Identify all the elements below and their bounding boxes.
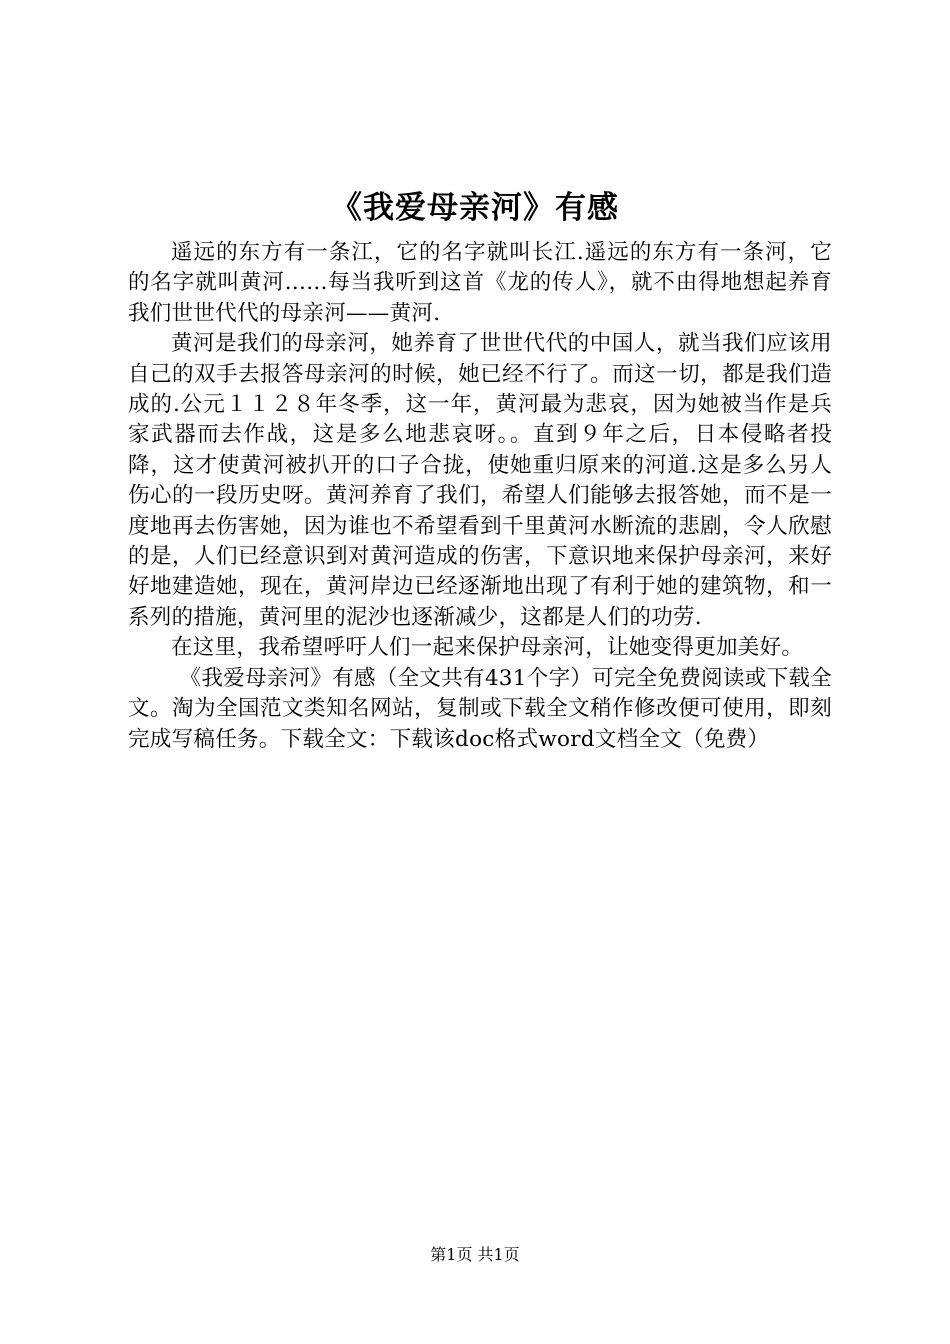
paragraph-download-note: 《我爱母亲河》有感（全文共有431个字）可完全免费阅读或下载全文。淘为全国范文类知名网站，复制或下载全文稍作修改便可使用，即刻完成写稿任务。下载全文：下载该doc格式word文档全文（免费） bbox=[128, 665, 832, 752]
document-title: 《我爱母亲河》有感 bbox=[331, 190, 619, 226]
paragraph-history: 黄河是我们的母亲河，她养育了世世代代的中国人，就当我们应该用自己的双手去报答母亲河的时候，她已经不行了。而这一切，都是我们造成的.公元１１２８年冬季，这一年，黄河最为悲哀，因为她被当作是兵家武器而去作战，这是多么地悲哀呀。。直到９年之后，日本侵略者投降，这才使黄河被扒开的口子合拢，使她重归原来的河道.这是多么另人伤心的一段历史呀。黄河养育了我们，希望人们能够去报答她，而不是一度地再去伤害她，因为谁也不希望看到千里黄河水断流的悲剧，令人欣慰的是，人们已经意识到对黄河造成的伤害，下意识地来保护母亲河，来好好地建造她，现在，黄河岸边已经逐渐地出现了有利于她的建筑物，和一系列的措施，黄河里的泥沙也逐渐减少，这都是人们的功劳. bbox=[128, 331, 832, 630]
paragraph-appeal: 在这里，我希望呼吁人们一起来保护母亲河，让她变得更加美好。 bbox=[171, 635, 804, 661]
paragraph-intro: 遥远的东方有一条江，它的名字就叫长江.遥远的东方有一条河，它的名字就叫黄河......每当我听到这首《龙的传人》，就不由得地想起养育我们世世代代的母亲河——黄河. bbox=[128, 240, 832, 326]
page-number-footer: 第1页 共1页 bbox=[430, 1245, 520, 1264]
document-body bbox=[128, 238, 832, 755]
